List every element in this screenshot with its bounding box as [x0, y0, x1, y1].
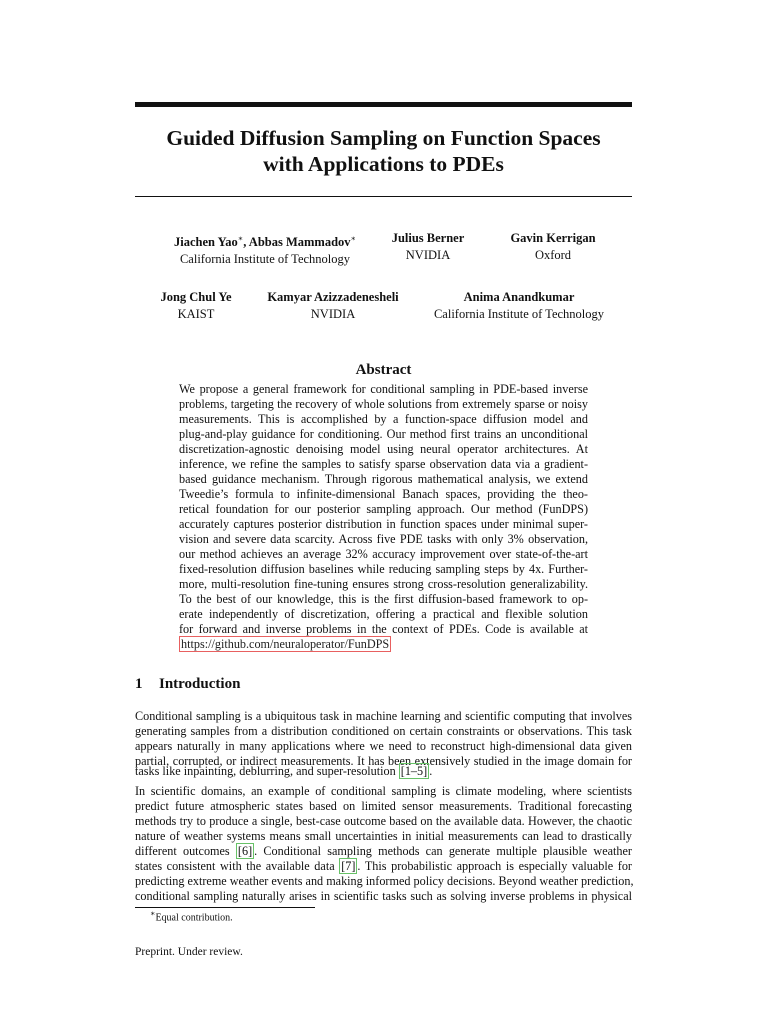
section-heading [135, 676, 240, 693]
author-block-anandkumar [424, 289, 614, 323]
author-block-berner [378, 230, 478, 264]
intro-p2-line-5: different outcomes [6] . Conditional sampling methods can generate multiple plausible weather [135, 844, 632, 858]
abstract-heading: Abstract [355, 362, 412, 378]
abstract-line: accurately captures posterior distribution in function spaces under minimal super- [179, 517, 588, 531]
intro-line: nature of weather systems means small uncertainties in initial measurements can lead to drastically [135, 829, 632, 843]
abstract-line: our method achieves an average 32% accuracy improvement over state-of-the-art [179, 547, 588, 561]
section-number: 1 [135, 676, 143, 692]
abstract-line: erate independently of discretization, offering a practical and flexible solution [179, 607, 588, 621]
abstract-line: vision and severe data scarcity. Across five PDE tasks with only 3% observation, [179, 532, 588, 546]
author-affiliation: KAIST [177, 307, 215, 321]
title-rule [135, 196, 632, 197]
abstract-line: Tweedie’s formula to infinite-dimensional Banach spaces, providing the theo- [179, 487, 588, 501]
section-title: Introduction [159, 676, 241, 692]
title-line-1: Guided Diffusion Sampling on Function Spaces [166, 126, 601, 150]
author-block-kerrigan [498, 230, 608, 264]
intro-line: predict future atmospheric states based on limited sensor measurements. Traditional forecasting [135, 799, 632, 813]
abstract-line: We propose a general framework for conditional sampling in PDE-based inverse [179, 382, 588, 396]
author-block-ye [150, 289, 242, 323]
footnote-rule [135, 907, 315, 908]
intro-line: predicting extreme weather events and making informed policy decisions. Beyond weather prediction, [135, 874, 634, 888]
author-block-yao-mammadov [160, 230, 370, 268]
intro-line: In scientific domains, an example of conditional sampling is climate modeling, where scientists [135, 784, 632, 798]
author-name: Julius Berner [391, 231, 465, 245]
author-names: Jiachen Yao∗, Abbas Mammadov∗ [174, 234, 356, 250]
abstract-line: measurements. This is accomplished by a function-space diffusion model and [179, 412, 588, 426]
author-affiliation: California Institute of Technology [179, 252, 351, 267]
preprint-note: Preprint. Under review. [135, 946, 243, 958]
abstract-line: retical foundation for our posterior sampling approach. Our method (FunDPS) [179, 502, 588, 516]
author-block-azizzadenesheli [258, 289, 408, 323]
abstract-line: inference, we refine the samples to satisfy sparse observation data via a gradient- [179, 457, 588, 471]
title-line-2: with Applications to PDEs [263, 152, 504, 176]
abstract-line: To the best of our knowledge, this is the first diffusion-based framework to op- [179, 592, 588, 606]
abstract-line: for forward and inverse problems in the context of PDEs. Code is available at [179, 622, 588, 636]
intro-line: generating samples from a distribution conditioned on certain constraints or observations. This task [135, 724, 632, 738]
code-link[interactable]: https://github.com/neuraloperator/FunDPS [181, 637, 390, 651]
author-name: Kamyar Azizzadenesheli [267, 290, 399, 304]
intro-p1-last-line: tasks like inpainting, deblurring, and super-resolution [1–5] . [135, 764, 433, 778]
top-rule [135, 102, 632, 107]
intro-line: methods try to produce a single, best-case outcome based on the available data. However, the chaotic [135, 814, 632, 828]
abstract-line: based guidance mechanism. Through rigorous mathematical analysis, we extend [179, 472, 588, 486]
citation-6[interactable]: [6] [237, 844, 253, 858]
intro-line: appears naturally in many applications where we need to reconstruct high-dimensional data given [135, 739, 632, 753]
author-affiliation: NVIDIA [310, 307, 356, 321]
author-affiliation: California Institute of Technology [433, 307, 605, 321]
abstract-line: problems, targeting the recovery of whole solutions from extremely sparse or noisy [179, 397, 588, 411]
abstract-line: discretization-agnostic denoising model using neural operator architectures. At [179, 442, 588, 456]
citation-1-5[interactable]: [1–5] [400, 764, 428, 778]
author-affiliation: NVIDIA [405, 248, 451, 262]
citation-7[interactable]: [7] [341, 859, 356, 873]
paper-title [135, 125, 632, 177]
intro-line: conditional sampling naturally arises in scientific tasks such as solving inverse problems in physical [135, 889, 632, 903]
abstract-line: plug-and-play guidance for conditioning. Our method first trains an unconditional [179, 427, 588, 441]
author-name: Jong Chul Ye [160, 290, 232, 304]
abstract-link-line [179, 637, 588, 652]
abstract-line: fixed-resolution diffusion baselines while reducing sampling steps by 4x. Further- [179, 562, 588, 576]
author-name: Anima Anandkumar [463, 290, 575, 304]
author-affiliation: Oxford [534, 248, 572, 262]
abstract-line: more, multi-resolution fine-tuning ensures strong cross-resolution generalizability. [179, 577, 588, 591]
intro-line: Conditional sampling is a ubiquitous task in machine learning and scientific computing that involves [135, 709, 632, 723]
footnote: ∗Equal contribution. [150, 909, 233, 924]
intro-line: partial, corrupted, or indirect measurements. It has been extensively studied in the image domain for [135, 754, 632, 768]
author-name: Gavin Kerrigan [510, 231, 596, 245]
intro-p2-line-6: states consistent with the available data [7] . This probabilistic approach is especially valuable for [135, 859, 632, 873]
